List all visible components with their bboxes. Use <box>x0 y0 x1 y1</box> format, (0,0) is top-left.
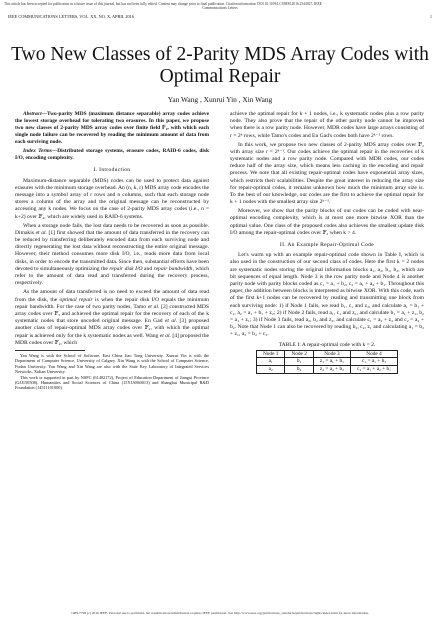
footnote-funding: This work is supported in part by NSFC (61402172), Project of Education Department of Jiangxi Province (GJJ150508), Humanities and Social Sciences of China (15YJA860013) and Shanghai Municipal R&D Foundation (14511101000). <box>15 374 209 391</box>
intro-paragraph-6: Moreover, we show that the parity blocks of our codes can be coded with near-optimal encoding complexity, which is at most one more bitwise XOR than the optimal value. One class of the proposed codes also achieves the smallest update disk I/O among the repair-optimal codes over 𝔽₂ when k > 4. <box>230 208 424 236</box>
intro-paragraph-4: achieve the optimal repair for k + 1 nodes, i.e., k systematic nodes plus a row parity node. They also prove that the repair of the other parity node cannot be improved when there is a row parity node. However, MDR codes have large arrays consisting of r = 2ᵏ rows, while Tamo's codes and En Gad's codes both have 2ᵏ⁻¹ rows. <box>230 111 424 139</box>
abstract-label: Abstract <box>23 111 42 117</box>
table-cell: c₂ = a₁ + a₂ + b₁ <box>351 366 398 374</box>
abstract-text: —Two-parity MDS (maximum distance separable) array codes achieve the lowest storage overhead for tolerating two erasures. In this paper, we propose two new classes of 2-parity MDS array codes over finite field 𝔽₂, with which each single node failure can be recovered by reading the minimum amount of data from each surviving node. <box>15 111 209 146</box>
example-paragraph: Let's warm up with an example repair-optimal code shown in Table I, which is also used in the construction of our second class of codes. Here the first k = 2 nodes are systematic nodes storing the original information blocks a₁, a₂, b₁, b₂, which are bit sequences of equal length. Node 3 is the row parity node and Node 4 is another parity node with parity blocks coded as c₁ = a₁ + b₂, c₂ = a₁ + a₂ + b₁. Throughout this paper, the addition between blocks is interpreted as bitwise XOR. With this code, each of the first k+1 nodes can be recovered by reading and transmitting one block from each surviving node: 1) if Node 1 fails, we read b₁, c₁ and z₂, and calculate a₁ = b₁ + c₁, a₂ = a₁ + b₁ + z₂; 2) if Node 2 fails, read a₁, c₁ and z₁, and calculate b₁ = a₁ + z₁, b₂ = a₁ + z₁; 3) if Node 3 fails, read a₂, b₂ and z₂, and calculate c₁ = a₂ + z₂ and c₂ = a₂ + b₂. Note that Node 1 can also be recovered by reading b₂, c₂, z₁ and calculating a₁ = b₂ + z₁, a₂ = b₂ + c₂. <box>230 252 424 338</box>
banner-line-1: This article has been accepted for publication in a future issue of this journal, but has not been fully edited. Content may change prior to final publication. Citation information: DOI 10.1109/LCOMM.2016.2544927, IEEE <box>4 2 322 6</box>
index-terms-label: Index Terms <box>23 148 52 155</box>
table-row <box>256 366 397 374</box>
right-column <box>230 111 424 374</box>
left-column <box>15 111 209 391</box>
table-cell: a₂ <box>256 366 284 374</box>
table-header-row <box>256 350 397 358</box>
footnote-affiliations: Yan Wang is with the School of Software, East China Jiao Tong University. Xunrui Yin is with the Department of Computer Science, University of Calgary. Xin Wang is with the School of Computer Science, Fudan University. Yan Wang and Xin Wang are also with the State Key Laboratory of Integrated Services Networks, Xidian University. <box>15 352 209 375</box>
page-number: 1 <box>429 14 432 19</box>
table-header-cell: Node 3 <box>313 350 350 358</box>
repair-code-table <box>256 350 398 374</box>
abstract <box>15 111 209 146</box>
intro-paragraph-3: As the amount of data transferred is no need to exceed the amount of data read from the disk, the optimal repair is when the repair disk I/O equals the minimum repair bandwidth. For the case of two parity nodes, Tamo et al. [2] constructed MDS array codes over 𝔽₃ and achieved the optimal repair for the recovery of each of the k systematic nodes that store uncoded original message. En Gad et al. [3] proposed another class of repair-optimal MDS array codes over 𝔽₂, with which the optimal repair is achieved only for the k systematic nodes as well. Wang et al. [4] proposed the MDR codes over 𝔽₂, which <box>15 289 210 346</box>
section-heading-introduction: I. Introduction <box>93 166 131 173</box>
table-cell: c₁ = a₁ + b₂ <box>351 358 398 366</box>
running-head <box>8 14 432 19</box>
author-list: Yan Wang , Xunrui Yin , Xin Wang <box>167 95 273 104</box>
table-cell: b₂ <box>285 366 313 374</box>
copyright-line: 1089-7798 (c) 2016 IEEE. Personal use is permitted, but republication/redistribution requires IEEE permission. See http://www.ieee.org/publications_standards/publications/rights/index.html for more information. <box>70 611 370 615</box>
index-terms-text: —Distributed storage systems, erasure codes, RAID-6 codes, disk I/O, encoding complexity. <box>15 148 209 162</box>
section-heading-example: II. An Example Repair-Optimal Code <box>279 241 375 248</box>
table-cell: z₂ = a₂ + b₂ <box>313 366 350 374</box>
table-header-cell: Node 1 <box>256 350 284 358</box>
table-cell: a₁ <box>256 358 284 366</box>
paper-title: Two New Classes of 2-Parity MDS Array Codes with Optimal Repair <box>11 44 429 87</box>
table-header-cell: Node 2 <box>285 350 313 358</box>
footnote-divider <box>15 350 85 351</box>
intro-paragraph-2: When a storage node fails, the lost data needs to be recovered as soon as possible. Dimakis et al. [1] first showed that the amount of data transferred in the recovery can be reduced by transferring deliberately encoded data from each surviving node and directly regenerating the lost data without reconstructing the entire original message. However, their method consumes more disk I/O, i.e., reads more data from local disks, in order to encode the transmitted data. Since then, substantial efforts have been devoted to simultaneously optimizing the repair disk I/O and repair bandwidth, which refer to the amount of data read and transferred during the recovery process, respectively. <box>15 222 210 287</box>
journal-info: IEEE COMMUNICATIONS LETTERS, VOL. XX, NO. X, APRIL 2016 <box>8 14 134 19</box>
intro-paragraph-1: Maximum-distance separable (MDS) codes can be used to protect data against erasures with the minimum storage overhead. An (n, k, r) MDS array code encodes the message into a symbol array of r rows and n columns, such that each storage node stores a column of the array and the original message can be reconstructed by accessing any k nodes. We focus on the case of 2-parity MDS array codes (i.e., n = k+2) over 𝔽₂, which are widely used in RAID-6 systems. <box>15 177 210 220</box>
publication-banner <box>4 2 436 11</box>
table-cell: b₁ <box>285 358 313 366</box>
index-terms <box>15 148 209 162</box>
intro-paragraph-5: In this work, we propose two new classes of 2-parity MDS array codes over 𝔽₂ with array size r = 2ᵏ⁻¹. Our codes achieve the optimal repair in the recoveries of k systematic nodes and a row parity node. Compared with MDR codes, our codes reduce half of the array size, which means less caching in the encoding and repair process. We note that all existing repair-optimal codes have exponential array sizes, which restricts their scalabilities. Despite the great interest in reducing the array size for repair-optimal codes, it remains unknown how much the minimum array size is. To the best of our knowledge, our codes are the first to achieve the optimal repair for k + 1 nodes with the smallest array size 2ᵏ⁻¹. <box>230 141 424 206</box>
table-caption: TABLE I: A repair-optimal code with k = 2. <box>278 341 376 348</box>
table-header-cell: Node 4 <box>351 350 398 358</box>
table-cell: z₁ = a₁ + b₁ <box>313 358 350 366</box>
banner-line-2: Communications Letters <box>202 6 238 11</box>
table-row <box>256 358 397 366</box>
